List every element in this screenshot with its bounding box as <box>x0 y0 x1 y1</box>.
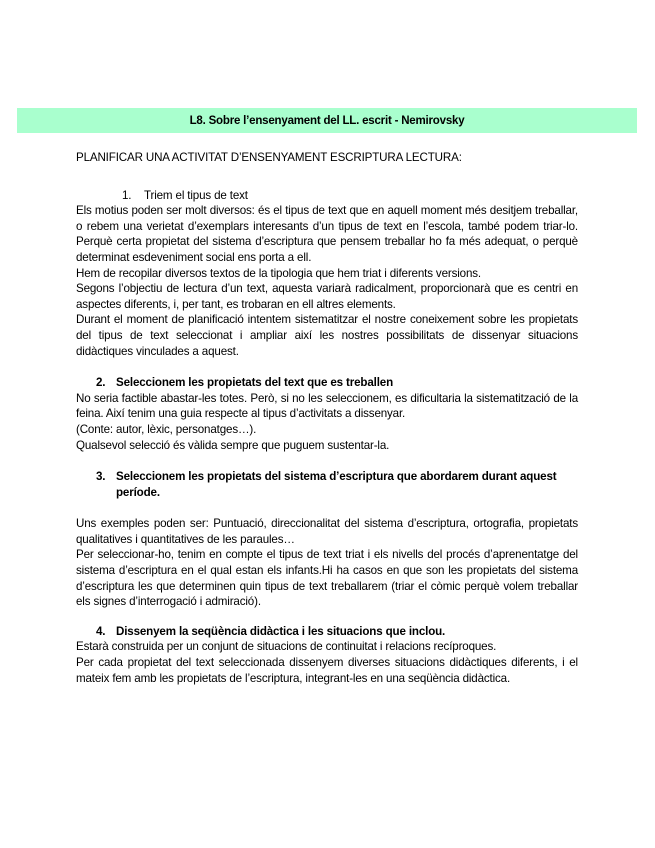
main-heading: PLANIFICAR UNA ACTIVITAT D’ENSENYAMENT ESCRIPTURA LECTURA: <box>76 151 462 164</box>
document-body <box>76 150 578 686</box>
document-title-bar <box>17 108 637 133</box>
section-4-title: Dissenyem la seqüència didàctica i les situacions que inclou. <box>116 624 446 638</box>
section-2-paragraph-3: Qualsevol selecció és vàlida sempre que puguem sustentar-la. <box>76 438 390 452</box>
section-3-paragraph-2: Per seleccionar-ho, tenim en compte el tipus de text triat i els nivells del procés d’aprenentatge del sistema d’escriptura en el qual estan els infants.Hi ha casos en que son les propietats del sistema d’escriptura les que determinen quin tipus de text treballarem (triar el còmic perquè volem treballar els signes d’interrogació i admiració). <box>76 548 578 609</box>
section-1 <box>76 188 578 360</box>
section-1-paragraph-2: Hem de recopilar diversos textos de la tipologia que hem triat i diferents versions. <box>76 266 481 280</box>
section-4-paragraph-1: Estarà construida per un conjunt de situacions de continuitat i relacions recíproques. <box>76 640 497 654</box>
section-2-number: 2. <box>96 376 106 390</box>
section-3-number: 3. <box>96 470 106 484</box>
section-4 <box>76 624 578 686</box>
section-1-heading <box>76 188 578 204</box>
section-1-paragraph-1: Els motius poden ser molt diversos: és el tipus de text que en aquell moment més desitjem treballar, o rebem una verietat d’exemplars interesants d’un tipus de text en l’escola, també podem triar-lo. Perquè certa propietat del sistema d’escriptura que pensem treballar ho fa més adequat, o perquè determinat esdeveniment social ens porta a ell. <box>76 204 578 264</box>
section-1-paragraph-4: Durant el moment de planificació intentem sistematitzar el nostre coneixement sobre les propietats del tipus de text seleccionat i ampliar així les nostres possibilitats de dissenyar situacions didàctiques vinculades a aquest. <box>76 313 578 358</box>
section-2-title: Seleccionem les propietats del text que es treballen <box>116 376 393 390</box>
section-1-number: 1. <box>122 188 132 202</box>
section-2-heading <box>76 375 578 391</box>
section-4-heading <box>76 624 578 640</box>
section-3-paragraph-1: Uns exemples poden ser: Puntuació, direccionalitat del sistema d’escriptura, ortografia, propietats qualitatives i quantitatives de les paraules… <box>76 517 578 546</box>
section-1-title: Triem el tipus de text <box>144 188 248 202</box>
section-4-number: 4. <box>96 624 106 638</box>
section-2-paragraph-1: No seria factible abastar-les totes. Però, si no les seleccionem, es dificultaria la sistematització de la feina. Així tenim una guia respecte al tipus d’activitats a dissenyar. <box>76 391 578 421</box>
section-3-title: Seleccionem les propietats del sistema d’escriptura que abordarem durant aquest període. <box>116 470 557 499</box>
section-1-paragraph-3: Segons l’objectiu de lectura d’un text, aquesta variarà radicalment, proporcionarà que es centri en aspectes diferents, i, per tant, es trobaran en ell altres elements. <box>76 282 578 311</box>
section-3 <box>76 469 578 610</box>
section-2-paragraph-2: (Conte: autor, lèxic, personatges…). <box>76 422 257 436</box>
section-3-heading <box>76 469 578 500</box>
section-2 <box>76 375 578 453</box>
document-title: L8. Sobre l’ensenyament del LL. escrit - Nemirovsky <box>189 114 465 127</box>
section-3-spacer <box>76 500 578 516</box>
section-4-paragraph-2: Per cada propietat del text seleccionada dissenyem diverses situacions didàctiques diferents, i el mateix fem amb les propietats de l’escriptura, integrant-les en una seqüència didàctica. <box>76 656 578 685</box>
